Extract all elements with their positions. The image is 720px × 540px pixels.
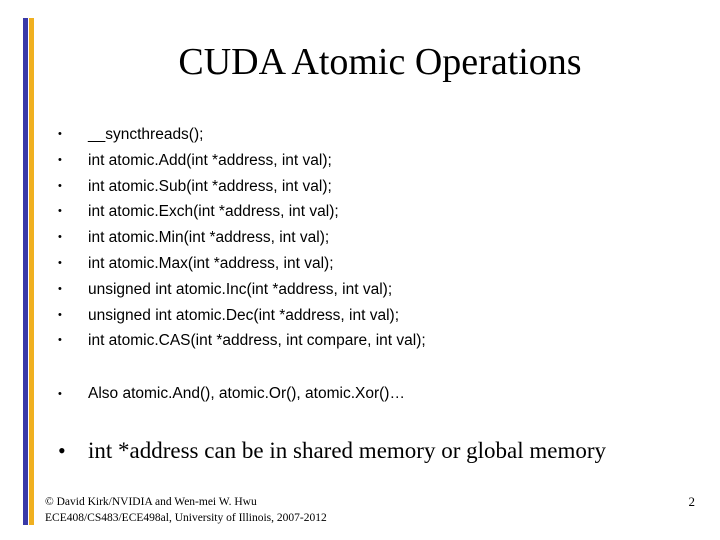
list-item	[58, 199, 426, 225]
bullet-icon: •	[58, 205, 62, 218]
list-item-text: int atomic.Add(int *address, int val);	[88, 151, 332, 169]
left-accent-bar-gold	[29, 18, 34, 525]
footer-line-2: ECE408/CS483/ECE498al, University of Illinois, 2007-2012	[45, 512, 327, 524]
bullet-icon: •	[58, 179, 62, 192]
bullet-icon: •	[58, 308, 62, 321]
list-item-text: __syncthreads();	[88, 126, 204, 143]
list-item	[58, 303, 426, 329]
list-item	[58, 251, 426, 277]
list-item-text: int atomic.Sub(int *address, int val);	[88, 177, 332, 195]
bullet-icon: •	[58, 334, 62, 347]
left-accent-bar-blue	[23, 18, 28, 525]
list-item-text: unsigned int atomic.Dec(int *address, int val);	[88, 306, 400, 324]
page-number: 2	[688, 494, 695, 509]
bullet-icon: •	[58, 231, 62, 244]
bullet-icon: •	[58, 128, 62, 140]
address-note-item	[58, 434, 606, 468]
bullet-icon: •	[58, 388, 62, 400]
list-item-text: int atomic.Exch(int *address, int val);	[88, 203, 339, 221]
bullet-icon: •	[58, 256, 62, 269]
list-item-text: unsigned int atomic.Inc(int *address, int val);	[88, 280, 393, 298]
list-item-text: int atomic.CAS(int *address, int compare, int val);	[88, 332, 426, 350]
extra-atomics-item	[58, 381, 405, 407]
bullet-icon: •	[58, 153, 62, 166]
bullet-icon: •	[58, 282, 62, 295]
list-item	[58, 148, 426, 174]
address-note-text: int *address can be in shared memory or global memory	[88, 438, 606, 463]
list-item	[58, 225, 426, 251]
list-item	[58, 277, 426, 303]
list-item	[58, 328, 426, 354]
extra-atomics-text: Also atomic.And(), atomic.Or(), atomic.Xor()…	[88, 385, 405, 402]
list-item-text: int atomic.Min(int *address, int val);	[88, 229, 330, 247]
atomic-functions-list	[58, 122, 426, 354]
list-item	[58, 122, 426, 148]
slide-title: CUDA Atomic Operations	[178, 41, 582, 83]
list-item	[58, 174, 426, 200]
bullet-icon: •	[58, 438, 66, 463]
footer-credits	[45, 494, 327, 526]
list-item-text: int atomic.Max(int *address, int val);	[88, 254, 334, 272]
footer-line-1: © David Kirk/NVIDIA and Wen-mei W. Hwu	[45, 496, 257, 508]
